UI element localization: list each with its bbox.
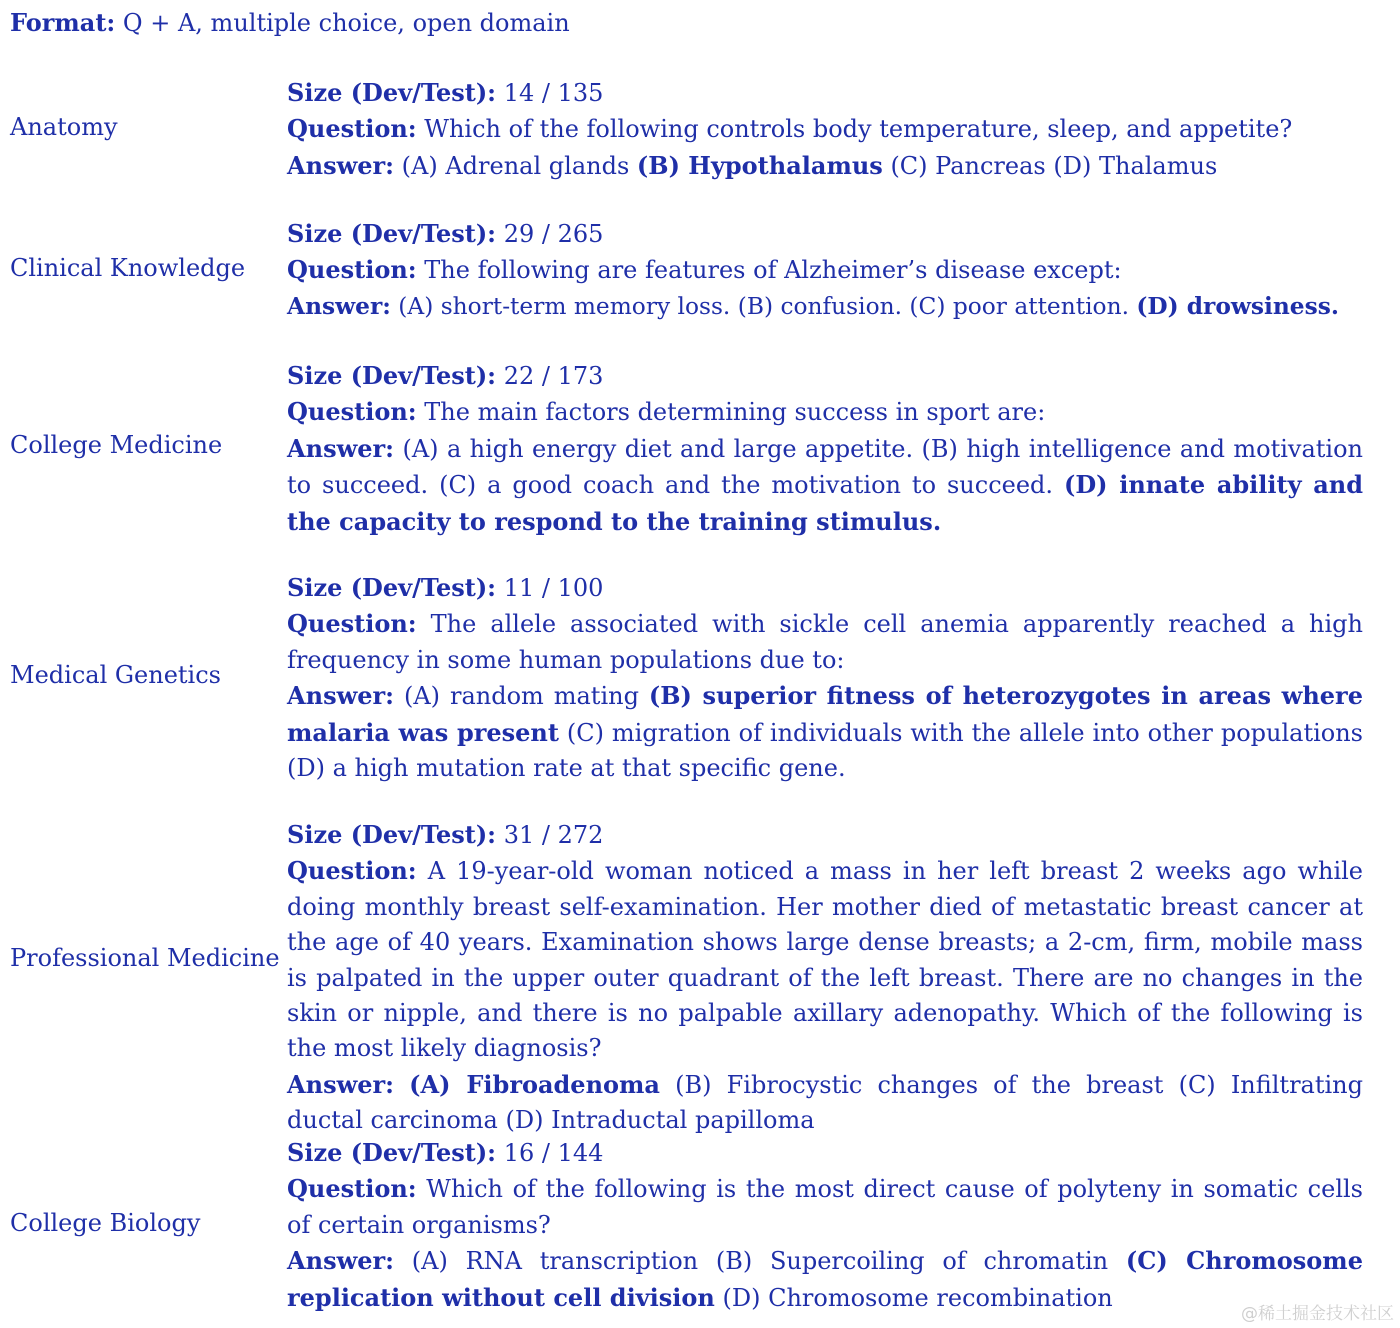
section-content (287, 75, 1363, 184)
section-college-biology (0, 1135, 1400, 1312)
size-label: Size (Dev/Test): (287, 820, 497, 849)
section-content (287, 216, 1363, 324)
question-line (287, 111, 1363, 147)
size-value: 29 / 265 (503, 220, 604, 248)
option-c: (C) Chromosome replication without cell division (287, 1246, 1363, 1312)
section-content (287, 570, 1363, 786)
size-line (287, 817, 1363, 853)
option-c: (C) Pancreas (890, 151, 1046, 180)
answer-label: Answer: (287, 150, 395, 180)
question-line (287, 1171, 1363, 1243)
option-d: (D) Intraductal papilloma (505, 1106, 815, 1135)
section-professional-medicine (0, 817, 1400, 1135)
answer-line (287, 289, 1363, 324)
option-d: (D) drowsiness. (1136, 292, 1339, 320)
question-label: Question: (287, 856, 417, 886)
size-line (287, 1135, 1363, 1171)
format-line (10, 5, 570, 41)
option-d: (D) Chromosome recombination (722, 1283, 1113, 1312)
question-line (287, 853, 1363, 1066)
section-medical-genetics (0, 570, 1400, 782)
option-a: (A) Fibroadenoma (409, 1069, 660, 1099)
size-label: Size (Dev/Test): (287, 573, 497, 602)
section-content (287, 1135, 1363, 1316)
watermark: @稀土掘金技术社区 (1241, 1304, 1394, 1324)
size-line (287, 216, 1363, 252)
option-c: (C) Infiltrating ductal carcinoma (287, 1070, 1364, 1135)
answer-label: Answer: (287, 681, 395, 711)
answer-label: Answer: (287, 433, 395, 463)
option-c: (C) poor attention. (909, 292, 1129, 320)
size-line (287, 570, 1363, 606)
subject-label: College Biology (10, 1209, 201, 1237)
size-label: Size (Dev/Test): (287, 219, 497, 248)
subject-label: Medical Genetics (10, 661, 221, 689)
format-value: Q + A, multiple choice, open domain (122, 9, 570, 37)
size-label: Size (Dev/Test): (287, 361, 497, 390)
subject-label: Clinical Knowledge (10, 254, 246, 282)
subject-label: Anatomy (10, 113, 118, 141)
question-label: Question: (287, 609, 417, 639)
option-b: (B) confusion. (737, 292, 902, 320)
size-line (287, 75, 1363, 111)
option-d: (D) a high mutation rate at that specific gene. (287, 754, 846, 783)
option-b: (B) Fibrocystic changes of the breast (675, 1070, 1164, 1099)
question-text: The following are features of Alzheimer’s disease except: (424, 256, 1122, 285)
question-text: A 19-year-old woman noticed a mass in her left breast 2 weeks ago while doing monthly breast self-examination. Her mother died of metastatic breast cancer at the age of 40 years. Examination shows large dense breasts; a 2-cm, firm, mobile mass is palpated in the upper outer quadrant of the left breast. There are no changes in the skin or nipple, and there is no palpable axillary adenopathy. Which of the following is the most likely diagnosis? (287, 857, 1363, 1063)
answer-line (287, 431, 1363, 540)
format-label: Format: (10, 8, 116, 37)
answer-line (287, 678, 1363, 786)
question-label: Question: (287, 114, 417, 144)
option-b: (B) Hypothalamus (636, 150, 883, 180)
option-d: (D) innate ability and the capacity to respond to the training stimulus. (287, 470, 1364, 536)
option-b: (B) high intelligence and motivation to succeed. (287, 434, 1363, 500)
answer-label: Answer: (287, 1246, 395, 1276)
question-text: The allele associated with sickle cell anemia apparently reached a high frequency in some human populations due to: (287, 610, 1363, 674)
option-d: (D) Thalamus (1053, 151, 1218, 180)
subject-label: College Medicine (10, 431, 223, 459)
size-value: 22 / 173 (503, 362, 604, 390)
answer-label: Answer: (287, 1069, 395, 1099)
size-value: 11 / 100 (503, 574, 604, 602)
option-a: (A) a high energy diet and large appetite. (402, 434, 914, 463)
answer-line (287, 1243, 1363, 1316)
question-line (287, 252, 1363, 288)
option-a: (A) RNA transcription (411, 1247, 699, 1276)
question-line (287, 606, 1363, 678)
option-c: (C) migration of individuals with the allele into other populations (566, 718, 1363, 747)
subject-label: Professional Medicine (10, 944, 280, 972)
size-label: Size (Dev/Test): (287, 1138, 497, 1167)
option-b: (B) Supercoiling of chromatin (715, 1247, 1109, 1276)
question-text: Which of the following is the most direct cause of polyteny in somatic cells of certain organisms? (287, 1175, 1363, 1239)
option-a: (A) Adrenal glands (401, 151, 630, 180)
question-label: Question: (287, 397, 417, 427)
size-value: 16 / 144 (503, 1139, 604, 1167)
size-label: Size (Dev/Test): (287, 78, 497, 107)
answer-line (287, 148, 1363, 184)
question-label: Question: (287, 255, 417, 285)
option-a: (A) short-term memory loss. (398, 292, 731, 320)
section-content (287, 358, 1363, 540)
size-value: 31 / 272 (503, 821, 604, 849)
size-line (287, 358, 1363, 394)
answer-line (287, 1067, 1363, 1139)
size-value: 14 / 135 (503, 79, 604, 107)
question-text: The main factors determining success in sport are: (424, 398, 1046, 427)
answer-label: Answer: (287, 292, 391, 320)
section-content (287, 817, 1363, 1139)
option-c: (C) a good coach and the motivation to succeed. (439, 471, 1054, 500)
section-clinical-knowledge (0, 216, 1400, 322)
option-b: (B) superior fitness of heterozygotes in areas where malaria was present (287, 681, 1363, 747)
question-text: Which of the following controls body temperature, sleep, and appetite? (424, 115, 1293, 144)
section-college-medicine (0, 358, 1400, 535)
question-line (287, 394, 1363, 430)
question-label: Question: (287, 1174, 417, 1204)
section-anatomy (0, 75, 1400, 181)
option-a: (A) random mating (403, 682, 639, 711)
